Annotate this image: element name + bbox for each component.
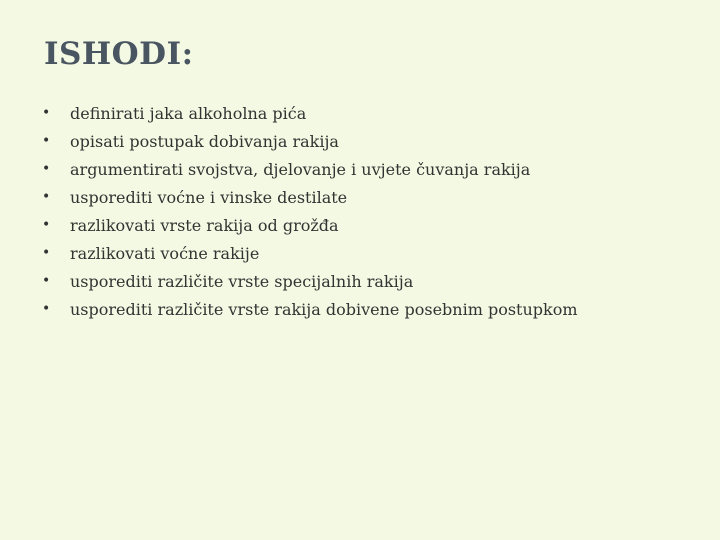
outcome-text: argumentirati svojstva, djelovanje i uvjete čuvanja rakija	[70, 159, 531, 179]
outcome-item-3	[42, 155, 578, 183]
outcome-item-1	[42, 99, 578, 127]
outcome-item-8	[42, 295, 578, 323]
outcome-text: opisati postupak dobivanja rakija	[70, 131, 339, 151]
bullet-icon: •	[42, 301, 51, 317]
bullet-icon: •	[42, 189, 51, 205]
outcome-text: definirati jaka alkoholna pića	[70, 103, 307, 123]
outcome-item-7	[42, 267, 578, 295]
bullet-icon: •	[42, 133, 51, 149]
outcomes-list	[42, 99, 578, 323]
bullet-icon: •	[42, 161, 51, 177]
bullet-icon: •	[42, 273, 51, 289]
outcome-text: razlikovati voćne rakije	[70, 243, 260, 263]
bullet-icon: •	[42, 245, 51, 261]
bullet-icon: •	[42, 217, 51, 233]
outcome-text: usporediti različite vrste rakija dobivene posebnim postupkom	[70, 299, 578, 319]
outcome-item-2	[42, 127, 578, 155]
outcome-text: usporediti različite vrste specijalnih rakija	[70, 271, 414, 291]
outcome-item-5	[42, 211, 578, 239]
outcome-text: razlikovati vrste rakija od grožđa	[70, 215, 339, 235]
outcome-item-4	[42, 183, 578, 211]
bullet-icon: •	[42, 105, 51, 121]
slide-title: ISHODI:	[44, 36, 194, 72]
outcome-item-6	[42, 239, 578, 267]
outcome-text: usporediti voćne i vinske destilate	[70, 187, 348, 207]
